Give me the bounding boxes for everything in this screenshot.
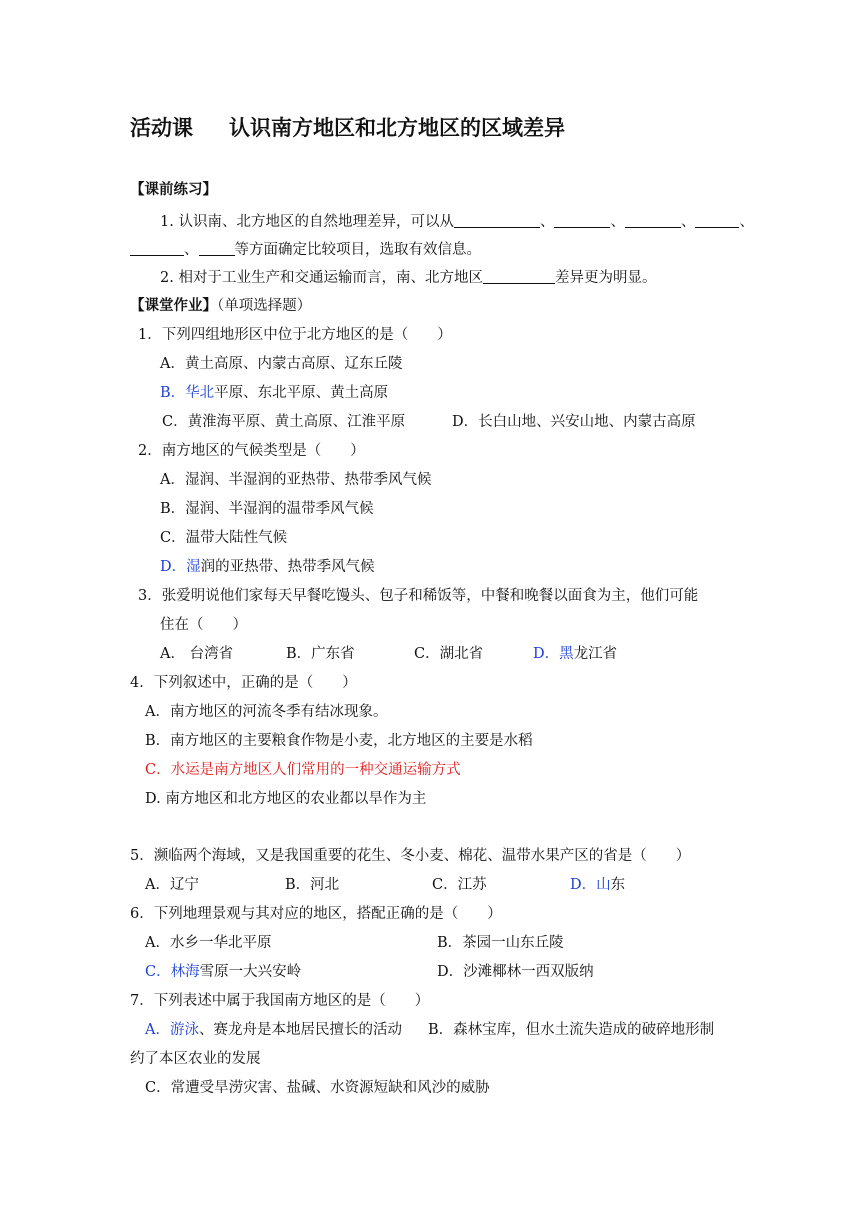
q1-option-b: B．华北平原、东北平原、黄土高原 bbox=[160, 385, 389, 401]
q5-stem: 5．濒临两个海域，又是我国重要的花生、冬小麦、棉花、温带水果产区的省是（ ） bbox=[130, 848, 691, 864]
q3-option-a: A． 台湾省 bbox=[160, 646, 234, 662]
q6-option-d: D．沙滩椰林一西双版纳 bbox=[437, 964, 594, 980]
class-work-header: 【课堂作业】（单项选择题） bbox=[130, 297, 312, 314]
pre-exercise-header: 【课前练习】 bbox=[130, 181, 217, 198]
q2-option-c: C．温带大陆性气候 bbox=[160, 530, 288, 546]
title-part2: 认识南方地区和北方地区的区域差异 bbox=[229, 116, 565, 140]
answer-blank bbox=[130, 241, 184, 256]
q3-stem-line2: 住在（ ） bbox=[160, 617, 247, 633]
q3-stem-line1: 3．张爱明说他们家每天早餐吃馒头、包子和稀饭等，中餐和晚餐以面食为主，他们可能 bbox=[138, 588, 699, 604]
q6-option-b: B．茶园一山东丘陵 bbox=[437, 935, 564, 951]
q3-option-c: C．湖北省 bbox=[414, 646, 484, 662]
answer-blank bbox=[199, 241, 235, 256]
pre-q2: 2. 相对于工业生产和交通运输而言，南、北方地区 差异更为明显。 bbox=[160, 270, 657, 286]
q2-option-a: A．湿润、半湿润的亚热带、热带季风气候 bbox=[160, 472, 432, 488]
pre-q1-line1: 1. 认识南、北方地区的自然地理差异，可以从 、 、 、 、 bbox=[160, 214, 754, 230]
q7-option-a: A．游泳、赛龙舟是本地居民擅长的活动 bbox=[145, 1022, 402, 1038]
q7-option-b-cont: 约了本区农业的发展 bbox=[130, 1051, 261, 1067]
q4-option-b: B．南方地区的主要粮食作物是小麦，北方地区的主要是水稻 bbox=[145, 733, 533, 749]
q5-option-c: C．江苏 bbox=[432, 877, 487, 893]
q6-option-a: A．水乡一华北平原 bbox=[145, 935, 272, 951]
q7-option-b: B．森林宝库，但水土流失造成的破碎地形制 bbox=[428, 1022, 715, 1038]
title-part1: 活动课 bbox=[130, 116, 193, 140]
q2-option-d: D．湿润的亚热带、热带季风气候 bbox=[160, 559, 375, 575]
q4-option-d: D. 南方地区和北方地区的农业都以旱作为主 bbox=[145, 791, 427, 807]
q3-option-d: D．黑龙江省 bbox=[533, 646, 618, 662]
q5-option-a: A．辽宁 bbox=[145, 877, 199, 893]
q2-option-b: B．湿润、半湿润的温带季风气候 bbox=[160, 501, 374, 517]
q1-stem: 1．下列四组地形区中位于北方地区的是（ ） bbox=[138, 327, 452, 343]
q6-stem: 6．下列地理景观与其对应的地区，搭配正确的是（ ） bbox=[130, 906, 502, 922]
q1-option-a: A．黄土高原、内蒙古高原、辽东丘陵 bbox=[160, 356, 403, 372]
answer-blank bbox=[454, 213, 540, 228]
q2-stem: 2．南方地区的气候类型是（ ） bbox=[138, 443, 365, 459]
q5-option-d: D．山东 bbox=[570, 877, 626, 893]
answer-blank bbox=[625, 213, 681, 228]
answer-blank bbox=[554, 213, 610, 228]
q1-option-d: D．长白山地、兴安山地、内蒙古高原 bbox=[452, 414, 696, 430]
q5-option-b: B．河北 bbox=[285, 877, 340, 893]
q1-option-c: C．黄淮海平原、黄土高原、江淮平原 bbox=[162, 414, 406, 430]
q7-stem: 7．下列表述中属于我国南方地区的是（ ） bbox=[130, 993, 430, 1009]
q4-option-a: A．南方地区的河流冬季有结冰现象。 bbox=[145, 704, 388, 720]
q6-option-c: C．林海雪原一大兴安岭 bbox=[145, 964, 302, 980]
page-title bbox=[130, 112, 565, 142]
q3-option-b: B．广东省 bbox=[286, 646, 355, 662]
q7-option-c: C．常遭受旱涝灾害、盐碱、水资源短缺和风沙的威胁 bbox=[145, 1080, 490, 1096]
answer-blank bbox=[483, 269, 555, 284]
q4-stem: 4．下列叙述中，正确的是（ ） bbox=[130, 675, 357, 691]
pre-q1-line2: 、 等方面确定比较项目，选取有效信息。 bbox=[130, 240, 481, 260]
q4-option-c: C．水运是南方地区人们常用的一种交通运输方式 bbox=[145, 762, 461, 778]
answer-blank bbox=[695, 213, 739, 228]
